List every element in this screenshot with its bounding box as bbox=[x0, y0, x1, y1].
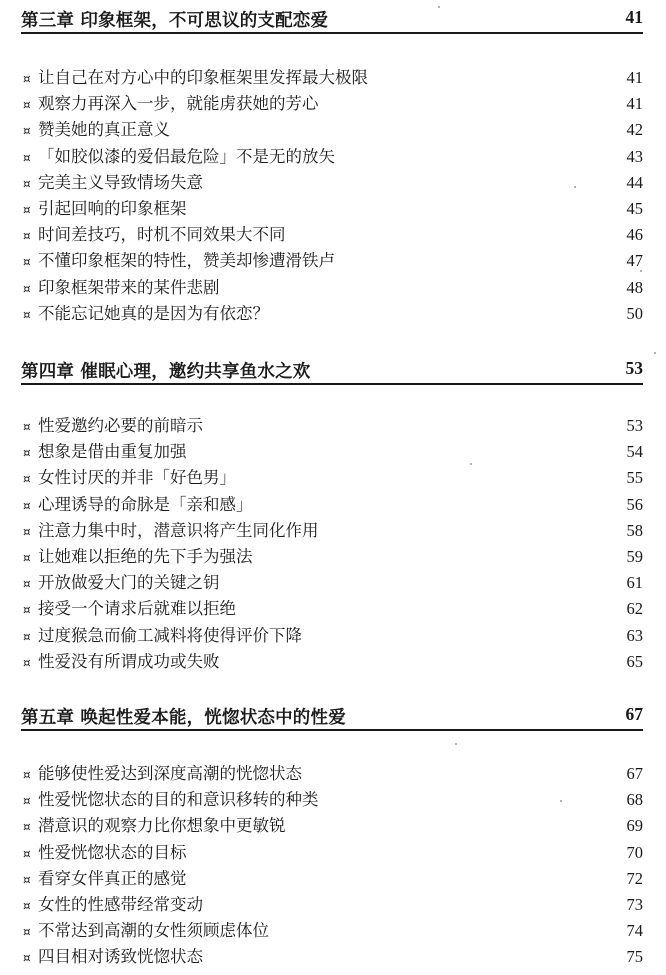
list-item[interactable] bbox=[21, 651, 643, 677]
bullet-icon: ¤ bbox=[23, 150, 31, 165]
scan-speck bbox=[470, 463, 472, 465]
entry-title: 让自己在对方心中的印象框架里发挥最大极限 bbox=[38, 68, 368, 87]
list-item[interactable] bbox=[21, 789, 643, 815]
bullet-icon: ¤ bbox=[23, 794, 31, 809]
entry-page-number: 43 bbox=[626, 146, 643, 166]
chapter-section bbox=[21, 357, 643, 671]
list-item[interactable] bbox=[21, 842, 643, 868]
bullet-icon: ¤ bbox=[23, 124, 31, 139]
entry-title: 潜意识的观察力比你想象中更敏锐 bbox=[38, 816, 286, 836]
entry-page-number: 53 bbox=[626, 416, 643, 435]
entry-title: 过度猴急而偷工减料将使得评价下降 bbox=[38, 625, 302, 645]
chapter-header[interactable] bbox=[21, 357, 643, 385]
entry-page-number: 41 bbox=[626, 94, 643, 114]
entry-page-number: 58 bbox=[626, 520, 643, 540]
list-item[interactable] bbox=[21, 920, 643, 946]
list-item[interactable] bbox=[21, 625, 643, 651]
entry-page-number: 72 bbox=[626, 868, 643, 888]
entry-list bbox=[21, 67, 643, 329]
bullet-icon: ¤ bbox=[23, 176, 31, 191]
entry-page-number: 75 bbox=[626, 947, 643, 967]
list-item[interactable] bbox=[21, 441, 643, 467]
entry-page-number: 47 bbox=[626, 251, 643, 271]
entry-page-number: 44 bbox=[626, 172, 643, 192]
entry-page-number: 68 bbox=[626, 790, 643, 810]
list-item[interactable] bbox=[21, 815, 643, 841]
bullet-icon: ¤ bbox=[23, 655, 31, 670]
entry-title: 让她难以拒绝的先下手为强法 bbox=[38, 546, 253, 566]
entry-page-number: 74 bbox=[626, 921, 643, 941]
bullet-icon: ¤ bbox=[23, 577, 31, 592]
bullet-icon: ¤ bbox=[23, 307, 31, 322]
entry-title: 完美主义导致情场失意 bbox=[38, 172, 203, 192]
entry-page-number: 46 bbox=[626, 225, 643, 245]
entry-title: 四目相对诱致恍惚状态 bbox=[38, 947, 203, 967]
entry-page-number: 48 bbox=[626, 277, 643, 297]
list-item[interactable] bbox=[21, 520, 643, 546]
entry-title: 时间差技巧，时机不同效果大不同 bbox=[38, 225, 286, 245]
entry-page-number: 50 bbox=[626, 303, 643, 323]
bullet-icon: ¤ bbox=[23, 925, 31, 940]
entry-title: 「如胶似漆的爱侣最危险」不是无的放矢 bbox=[38, 146, 335, 166]
entry-page-number: 45 bbox=[626, 198, 643, 218]
entry-title: 观察力再深入一步，就能虏获她的芳心 bbox=[38, 94, 319, 114]
entry-title: 不能忘记她真的是因为有依恋？ bbox=[38, 303, 269, 323]
list-item[interactable] bbox=[21, 894, 643, 920]
list-item[interactable] bbox=[21, 763, 643, 789]
bullet-icon: ¤ bbox=[23, 202, 31, 217]
chapter-header[interactable] bbox=[21, 703, 643, 731]
list-item[interactable] bbox=[21, 546, 643, 572]
entry-page-number: 61 bbox=[626, 573, 643, 593]
entry-title: 印象框架带来的某件悲剧 bbox=[38, 277, 220, 297]
bullet-icon: ¤ bbox=[23, 255, 31, 270]
bullet-icon: ¤ bbox=[23, 872, 31, 887]
list-item[interactable] bbox=[21, 93, 643, 119]
scan-speck bbox=[560, 800, 562, 802]
bullet-icon: ¤ bbox=[23, 629, 31, 644]
entry-page-number: 67 bbox=[626, 764, 643, 783]
list-item[interactable] bbox=[21, 172, 643, 198]
entry-title: 不常达到高潮的女性须顾虑体位 bbox=[38, 921, 269, 941]
list-item[interactable] bbox=[21, 119, 643, 145]
list-item[interactable] bbox=[21, 67, 643, 93]
scan-speck bbox=[640, 270, 642, 272]
entry-title: 女性的性感带经常变动 bbox=[38, 894, 203, 914]
bullet-icon: ¤ bbox=[23, 898, 31, 913]
entry-list bbox=[21, 763, 643, 973]
scan-speck bbox=[438, 6, 440, 8]
entry-title: 能够使性爱达到深度高潮的恍惚状态 bbox=[38, 764, 302, 783]
entry-title: 女性讨厌的并非「好色男」 bbox=[38, 468, 236, 488]
list-item[interactable] bbox=[21, 415, 643, 441]
bullet-icon: ¤ bbox=[23, 550, 31, 565]
list-item[interactable] bbox=[21, 146, 643, 172]
chapter-title: 第五章 唤起性爱本能，恍惚状态中的性爱 bbox=[21, 708, 346, 728]
chapter-header[interactable] bbox=[21, 6, 643, 34]
entry-page-number: 59 bbox=[626, 546, 643, 566]
bullet-icon: ¤ bbox=[23, 446, 31, 461]
scan-speck bbox=[455, 743, 457, 745]
entry-page-number: 63 bbox=[626, 625, 643, 645]
scan-speck bbox=[574, 186, 576, 188]
entry-page-number: 65 bbox=[626, 651, 643, 671]
entry-title: 不懂印象框架的特性，赞美却惨遭滑铁卢 bbox=[38, 251, 335, 271]
entry-title: 性爱恍惚状态的目标 bbox=[38, 842, 187, 862]
list-item[interactable] bbox=[21, 868, 643, 894]
list-item[interactable] bbox=[21, 598, 643, 624]
chapter-page-number: 41 bbox=[625, 7, 643, 27]
entry-page-number: 54 bbox=[626, 442, 643, 462]
bullet-icon: ¤ bbox=[23, 951, 31, 966]
bullet-icon: ¤ bbox=[23, 420, 31, 434]
scan-speck bbox=[654, 352, 656, 354]
list-item[interactable] bbox=[21, 467, 643, 493]
list-item[interactable] bbox=[21, 277, 643, 303]
list-item[interactable] bbox=[21, 946, 643, 972]
entry-title: 开放做爱大门的关键之钥 bbox=[38, 573, 220, 593]
bullet-icon: ¤ bbox=[23, 768, 31, 782]
list-item[interactable] bbox=[21, 303, 643, 329]
entry-page-number: 55 bbox=[626, 468, 643, 488]
bullet-icon: ¤ bbox=[23, 846, 31, 861]
entry-page-number: 56 bbox=[626, 494, 643, 514]
entry-title: 心理诱导的命脉是「亲和感」 bbox=[38, 494, 253, 514]
entry-page-number: 62 bbox=[626, 599, 643, 619]
chapter-page-number: 53 bbox=[625, 358, 643, 378]
list-item[interactable] bbox=[21, 198, 643, 224]
entry-page-number: 73 bbox=[626, 894, 643, 914]
bullet-icon: ¤ bbox=[23, 524, 31, 539]
bullet-icon: ¤ bbox=[23, 72, 31, 86]
chapter-section bbox=[21, 6, 643, 323]
entry-title: 想象是借由重复加强 bbox=[38, 442, 187, 462]
list-item[interactable] bbox=[21, 572, 643, 598]
entry-title: 性爱恍惚状态的目的和意识移转的种类 bbox=[38, 790, 319, 810]
bullet-icon: ¤ bbox=[23, 281, 31, 296]
list-item[interactable] bbox=[21, 494, 643, 520]
chapter-page-number: 67 bbox=[625, 704, 643, 724]
list-item[interactable] bbox=[21, 224, 643, 250]
bullet-icon: ¤ bbox=[23, 98, 31, 113]
entry-list bbox=[21, 415, 643, 677]
entry-title: 注意力集中时，潜意识将产生同化作用 bbox=[38, 520, 319, 540]
list-item[interactable] bbox=[21, 250, 643, 276]
bullet-icon: ¤ bbox=[23, 820, 31, 835]
entry-page-number: 69 bbox=[626, 816, 643, 836]
entry-title: 赞美她的真正意义 bbox=[38, 120, 170, 140]
entry-title: 看穿女伴真正的感觉 bbox=[38, 868, 187, 888]
bullet-icon: ¤ bbox=[23, 472, 31, 487]
entry-title: 接受一个请求后就难以拒绝 bbox=[38, 599, 236, 619]
chapter-section bbox=[21, 703, 643, 967]
bullet-icon: ¤ bbox=[23, 229, 31, 244]
entry-page-number: 42 bbox=[626, 120, 643, 140]
entry-title: 性爱邀约必要的前暗示 bbox=[38, 416, 203, 435]
chapter-title: 第四章 催眠心理，邀约共享鱼水之欢 bbox=[21, 362, 311, 382]
chapter-title: 第三章 印象框架，不可思议的支配恋爱 bbox=[21, 11, 329, 31]
entry-title: 引起回响的印象框架 bbox=[38, 198, 187, 218]
entry-page-number: 41 bbox=[626, 68, 643, 87]
entry-title: 性爱没有所谓成功或失败 bbox=[38, 651, 220, 671]
entry-page-number: 70 bbox=[626, 842, 643, 862]
bullet-icon: ¤ bbox=[23, 603, 31, 618]
bullet-icon: ¤ bbox=[23, 498, 31, 513]
